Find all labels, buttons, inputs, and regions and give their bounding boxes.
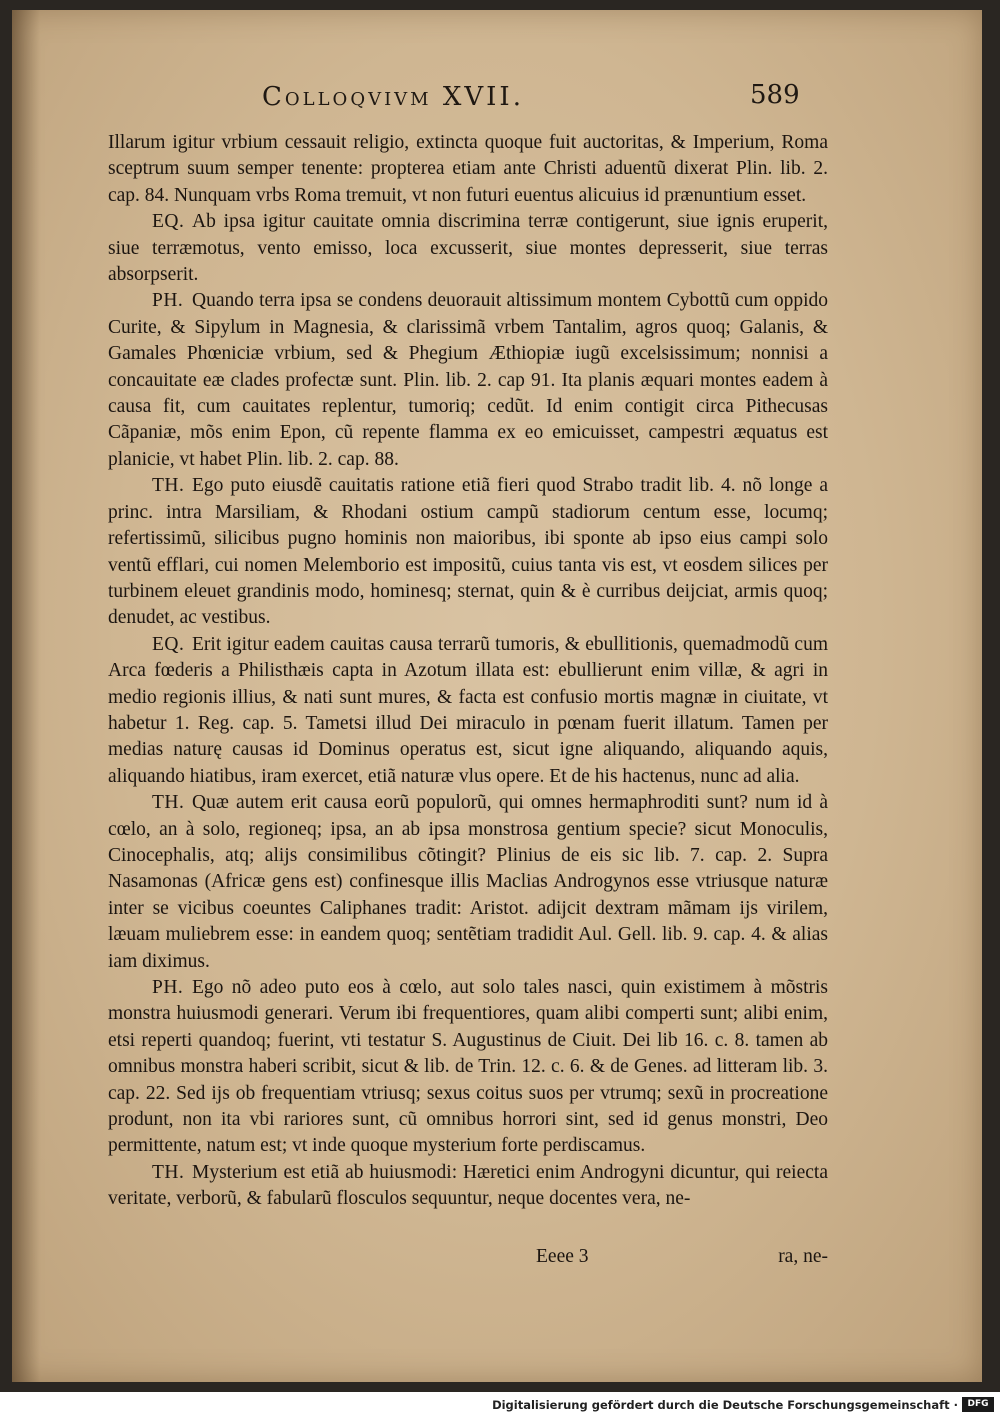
catchword: ra, ne- [778, 1246, 828, 1267]
book-page [12, 10, 982, 1382]
speech-text: Ego nõ adeo puto eos à cœlo, aut solo tales nasci, quin existimem à mõstris monstra huiusmodi generari. Verum ibi frequentiores, quam alibi comperti sunt; alibi enim, etsi reperti quandoq; fuerint, vti testatur S. Augustinus de Ciuit. Dei lib 16. c. 8. tamen ab omnibus monstra haberi scribit, sicut & lib. de Trin. 12. c. 6. & de Genes. ad litteram lib. 3. cap. 22. Sed ijs ob frequentiam vtriusq; sexus coitus suos per vtrumq; sexũ in procreatione produnt, non ita vbi rariores sunt, cũ omnibus horrori sint, sed id genus monstri, Deo permittente, natum est; vt inde quoque mysterium forte perdiscamus. [108, 977, 828, 1157]
speaker-label: EQ. [152, 633, 185, 655]
body-text [108, 130, 828, 1213]
paragraph [108, 632, 828, 790]
paragraph [108, 209, 828, 288]
speaker-label: TH. [152, 792, 185, 814]
speech-text: Erit igitur eadem cauitas causa terrarũ tumoris, & ebullitionis, quemadmodũ cum Arca fœderis a Philisthæis capta in Azotum illata est: ebullierunt enim villæ, & agri in medio regionis illius, & nati sunt mures, & facta est confusio mortis magnæ in ciuitate, vt habetur 1. Reg. cap. 5. Tametsi illud Dei miraculo in pœnam fuerit illatum. Tamen per medias naturę causas id Dominus operatus est, sicut igne aliquando, aliquando aquis, aliquando hiatibus, iram exercet, etiã naturæ vlus opere. Et de his hactenus, nunc ad alia. [108, 633, 828, 787]
speech-text: Quæ autem erit causa eorũ populorũ, qui omnes hermaphroditi sunt? num id à cœlo, an à solo, regioneq; ipsa, an ab ipsa monstrosa gentium specie? sicut Monoculis, Cinocephalis, atq; alijs consimilibus cõtingit? Plinius de eis sic lib. 7. cap. 2. Supra Nasamonas (Africæ gens est) confinesque illis Maclias Androgynos esse vtriusque naturæ inter se vicibus coeuntes Caliphanes tradit: Aristot. adijcit dextram mãmam ijs virilem, læuam muliebrem esse: in eandem quoq; sentẽtiam tradidit Aul. Gell. lib. 9. cap. 4. & alias iam diximus. [108, 792, 828, 972]
dfg-logo-icon: DFG [962, 1397, 994, 1412]
signature-mark: Eeee 3 [536, 1246, 589, 1267]
paragraph [108, 473, 828, 631]
speaker-label: TH. [152, 1161, 185, 1183]
funding-credit: Digitalisierung gefördert durch die Deutsche Forschungsgemeinschaft · [492, 1398, 958, 1412]
paragraph [108, 1160, 828, 1213]
speaker-label: PH. [152, 977, 184, 998]
paragraph [108, 288, 828, 473]
speech-text: Ego puto eiusdẽ cauitatis ratione etiã fieri quod Strabo tradit lib. 4. nõ longe a princ. intra Marsiliam, & Rhodani ostium campũ stadiorum centum esse, locumq; refertissimũ, silicibus pugno hominis non maioribus, ibi sponte ab ipso eius campi solo ventũ efflari, cui nomen Melemborio est impositũ, cuius tanta vis est, vt eosdem silices per turbinem eleuet grandinis modo, hominesq; sternat, quin & è curribus deijciat, armis quoq; denudet, ac vestibus. [108, 475, 828, 629]
paragraph [108, 790, 828, 975]
speech-text: Mysterium est etiã ab huiusmodi: Hæretici enim Androgyni dicuntur, qui reiecta veritate, verborũ, & fabularũ flosculos sequuntur, neque docentes vera, ne- [108, 1161, 828, 1210]
paragraph [108, 975, 828, 1160]
paragraph [108, 130, 828, 209]
speaker-label: PH. [152, 290, 184, 312]
speech-text: Quando terra ipsa se condens deuorauit altissimum montem Cybottũ cum oppido Curite, & Sipylum in Magnesia, & clarissimã vrbem Tantalim, agros quoq; Galanis, & Gamales Phœniciæ vrbium, sed & Phegium Æthiopiæ iugũ excelsissimum; nonnisi a concauitate eæ clades profectæ sunt. Plin. lib. 2. cap 91. Ita planis æquari montes eadem à causa fit, cum cauitates replentur, tumoriq; cedũt. Id enim contigit circa Pithecusas Cãpaniæ, mõs enim Epon, cũ repente flamma ex eo emicuisset, campestri æquatus est planicie, vt habet Plin. lib. 2. cap. 88. [108, 290, 828, 470]
footer-bar [0, 1392, 1000, 1419]
speaker-label: TH. [152, 475, 185, 497]
running-head: Colloqvivm XVII. [262, 82, 524, 112]
speech-text: Ab ipsa igitur cauitate omnia discrimina terræ contigerunt, siue ignis eruperit, siue terræmotus, vento emisso, loca excusserit, siue montes depresserit, siue terras absorpserit. [108, 211, 828, 286]
speech-text: Illarum igitur vrbium cessauit religio, extincta quoque fuit auctoritas, & Imperium, Roma sceptrum suum semper tenente: propterea etiam ante Christi aduentũ dixerat Plin. lib. 2. cap. 84. Nunquam vrbs Roma tremuit, vt non futuri euentus alicuius id prænuntium esset. [108, 132, 828, 206]
speaker-label: EQ. [152, 211, 185, 233]
page-number: 589 [750, 80, 800, 110]
